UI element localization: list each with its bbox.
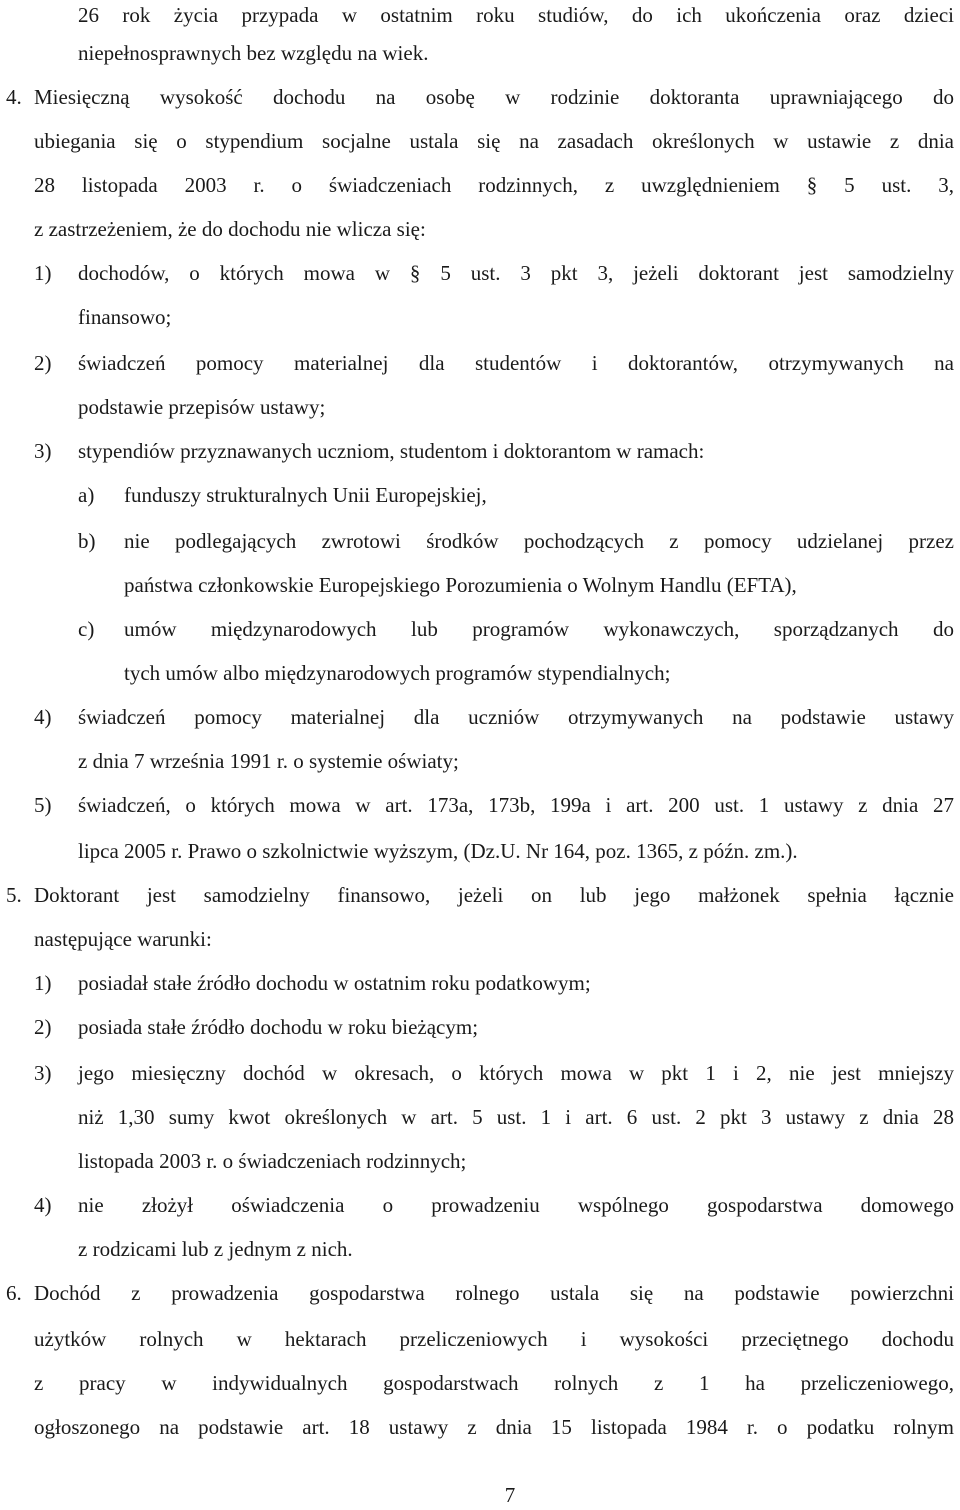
list-number: 1) <box>34 261 52 285</box>
text-line: świadczeń pomocy materialnej dla studentów i doktorantów, otrzymywanych na <box>78 351 954 375</box>
text-line: z pracy w indywidualnych gospodarstwach rolnych z 1 ha przeliczeniowego, <box>34 1371 954 1395</box>
list-number: 3) <box>34 1061 52 1085</box>
list-number: 4) <box>34 1193 52 1217</box>
list-number: 5) <box>34 793 52 817</box>
text-line: lipca 2005 r. Prawo o szkolnictwie wyższym, (Dz.U. Nr 164, poz. 1365, z późn. zm.). <box>78 839 798 863</box>
list-number: 2) <box>34 1015 52 1039</box>
section-number: 6. <box>6 1281 22 1305</box>
text-line: z dnia 7 września 1991 r. o systemie oświaty; <box>78 749 459 773</box>
sublist-letter: b) <box>78 529 96 553</box>
section-number: 5. <box>6 883 22 907</box>
text-line: posiada stałe źródło dochodu w roku bieżącym; <box>78 1015 479 1039</box>
text-line: umów międzynarodowych lub programów wykonawczych, sporządzanych do <box>124 617 954 641</box>
text-line: dochodów, o których mowa w § 5 ust. 3 pkt 3, jeżeli doktorant jest samodzielny <box>78 261 954 285</box>
text-line: z zastrzeżeniem, że do dochodu nie wlicza się: <box>34 217 426 241</box>
list-number: 1) <box>34 971 52 995</box>
text-line: państwa członkowskie Europejskiego Porozumienia o Wolnym Handlu (EFTA), <box>124 573 797 597</box>
text-line: z rodzicami lub z jednym z nich. <box>78 1237 353 1261</box>
text-line: ogłoszonego na podstawie art. 18 ustawy z dnia 15 listopada 1984 r. o podatku rolnym <box>34 1415 954 1439</box>
text-line: Doktorant jest samodzielny finansowo, jeżeli on lub jego małżonek spełnia łącznie <box>34 883 954 907</box>
text-line: Miesięczną wysokość dochodu na osobę w rodzinie doktoranta uprawniającego do <box>34 85 954 109</box>
section-number: 4. <box>6 85 22 109</box>
text-line: niepełnosprawnych bez względu na wiek. <box>78 41 429 65</box>
text-line: następujące warunki: <box>34 927 212 951</box>
list-number: 2) <box>34 351 52 375</box>
list-number: 3) <box>34 439 52 463</box>
text-line: 26 rok życia przypada w ostatnim roku studiów, do ich ukończenia oraz dzieci <box>78 3 954 27</box>
text-line: jego miesięczny dochód w okresach, o których mowa w pkt 1 i 2, nie jest mniejszy <box>78 1061 954 1085</box>
page-number: 7 <box>504 1483 516 1507</box>
text-line: funduszy strukturalnych Unii Europejskiej, <box>124 483 487 507</box>
text-line: podstawie przepisów ustawy; <box>78 395 326 419</box>
text-line: nie podlegających zwrotowi środków pochodzących z pomocy udzielanej przez <box>124 529 954 553</box>
text-line: niż 1,30 sumy kwot określonych w art. 5 ust. 1 i art. 6 ust. 2 pkt 3 ustawy z dnia 28 <box>78 1105 954 1129</box>
sublist-letter: c) <box>78 617 95 641</box>
text-line: ubiegania się o stypendium socjalne ustala się na zasadach określonych w ustawie z dnia <box>34 129 954 153</box>
text-line: nie złożył oświadczenia o prowadzeniu wspólnego gospodarstwa domowego <box>78 1193 954 1217</box>
text-line: finansowo; <box>78 305 172 329</box>
text-line: Dochód z prowadzenia gospodarstwa rolnego ustala się na podstawie powierzchni <box>34 1281 954 1305</box>
text-line: stypendiów przyznawanych uczniom, studentom i doktorantom w ramach: <box>78 439 705 463</box>
text-line: świadczeń, o których mowa w art. 173a, 173b, 199a i art. 200 ust. 1 ustawy z dnia 27 <box>78 793 954 817</box>
text-line: 28 listopada 2003 r. o świadczeniach rodzinnych, z uwzględnieniem § 5 ust. 3, <box>34 173 954 197</box>
list-number: 4) <box>34 705 52 729</box>
text-line: listopada 2003 r. o świadczeniach rodzinnych; <box>78 1149 467 1173</box>
text-line: posiadał stałe źródło dochodu w ostatnim roku podatkowym; <box>78 971 591 995</box>
text-line: tych umów albo międzynarodowych programów stypendialnych; <box>124 661 671 685</box>
text-line: świadczeń pomocy materialnej dla uczniów otrzymywanych na podstawie ustawy <box>78 705 954 729</box>
text-line: użytków rolnych w hektarach przeliczeniowych i wysokości przeciętnego dochodu <box>34 1327 954 1351</box>
sublist-letter: a) <box>78 483 95 507</box>
